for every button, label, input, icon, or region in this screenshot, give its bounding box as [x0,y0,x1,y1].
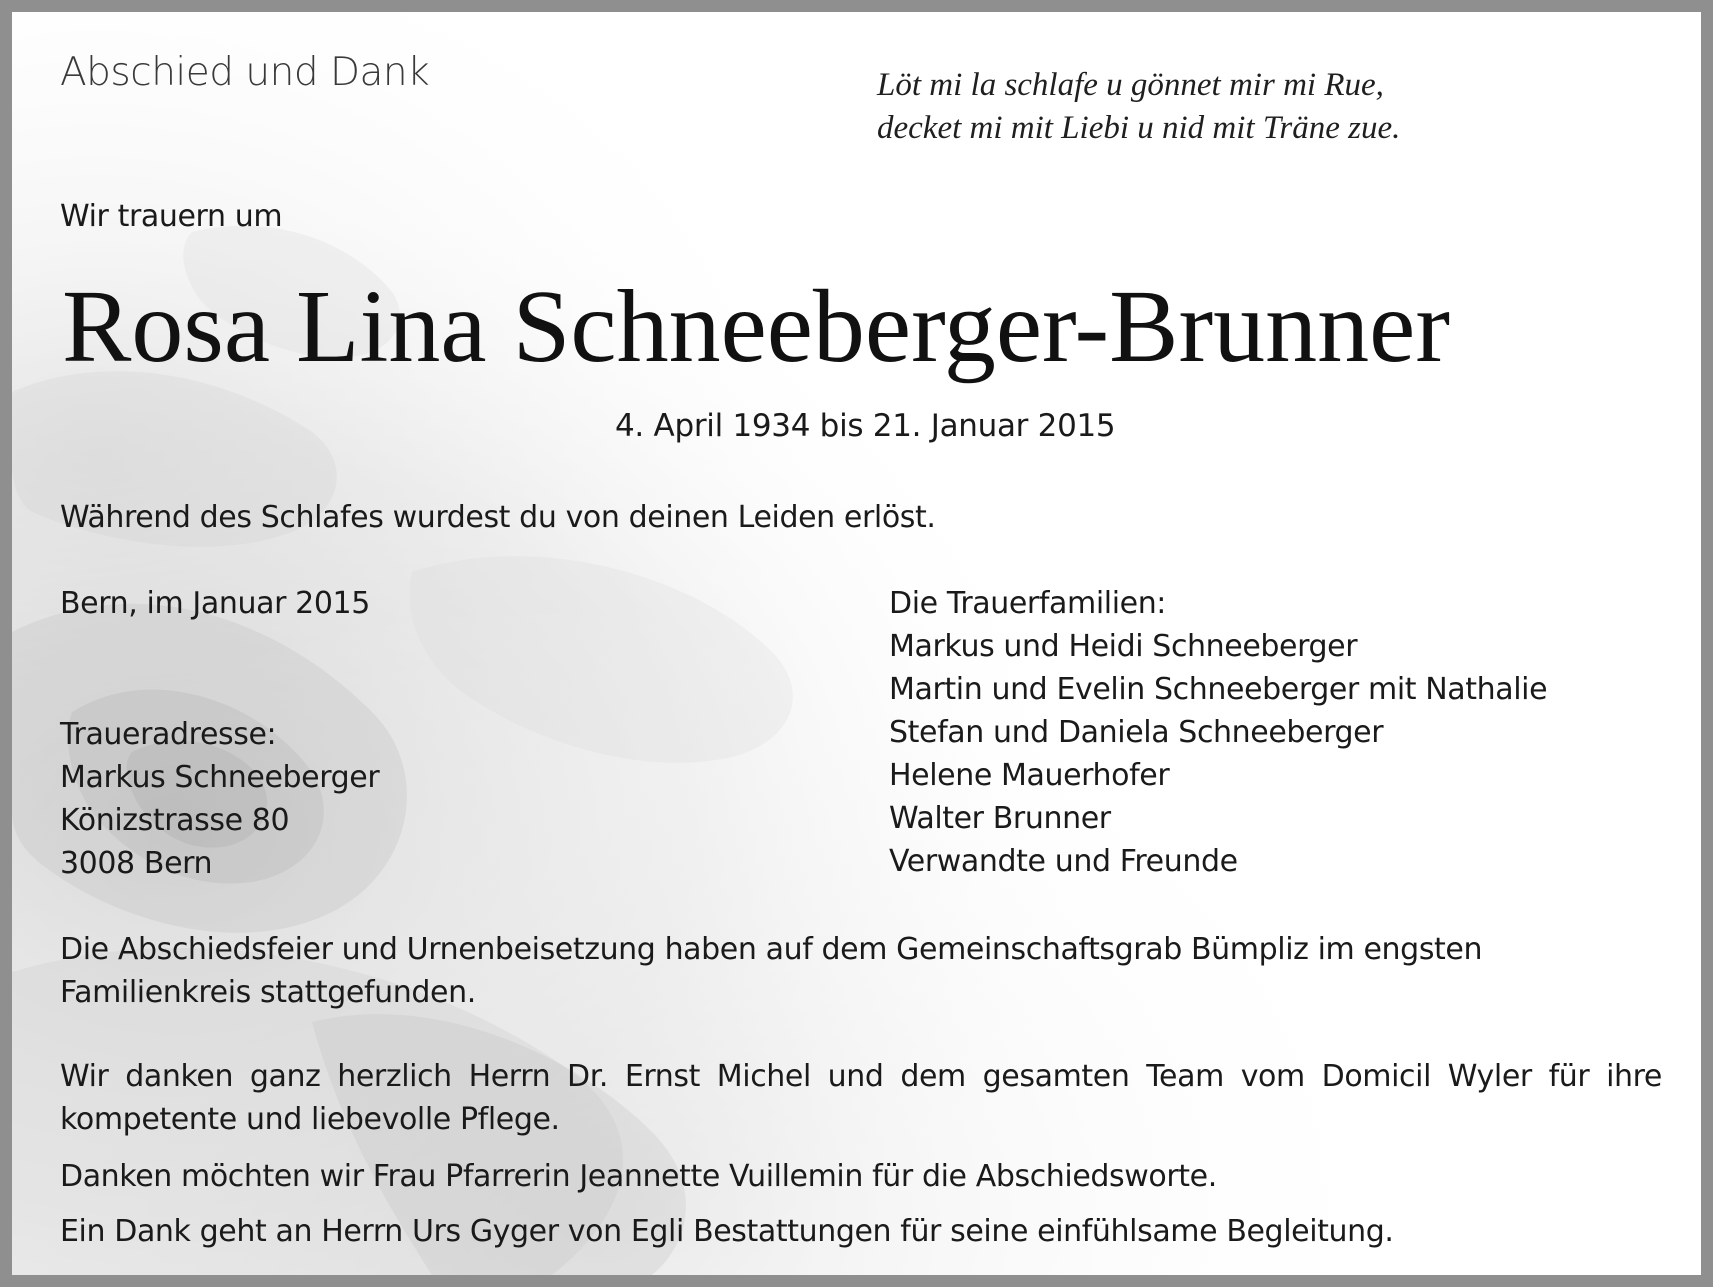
poem-line-2: decket mi mit Liebi u nid mit Träne zue. [877,110,1401,146]
address-line: Könizstrasse 80 [60,803,290,838]
address-line: 3008 Bern [60,846,213,881]
notice-heading: Abschied und Dank [60,50,430,95]
family-member: Walter Brunner [889,801,1111,836]
address-line: Markus Schneeberger [60,760,380,795]
family-member: Martin und Evelin Schneeberger mit Nathalie [889,672,1548,707]
ceremony-paragraph: Die Abschiedsfeier und Urnenbeisetzung haben auf dem Gemeinschaftsgrab Bümpliz im engsten Familienkreis stattgefunden. [60,932,1483,1010]
families-label: Die Trauerfamilien: [889,586,1167,621]
family-member: Helene Mauerhofer [889,758,1170,793]
address-block [60,713,379,885]
address-label: Traueradresse: [60,717,277,752]
thanks-paragraph-2: Danken möchten wir Frau Pfarrerin Jeannette Vuillemin für die Abschiedsworte. [60,1159,1217,1194]
family-member: Verwandte und Freunde [889,844,1238,879]
thanks-paragraph-3: Ein Dank geht an Herrn Urs Gyger von Egli Bestattungen für seine einfühlsame Begleitung. [60,1214,1394,1249]
families-block [889,582,1547,883]
life-dates: 4. April 1934 bis 21. Januar 2015 [615,408,1116,444]
place-date: Bern, im Januar 2015 [60,586,370,621]
sleep-line: Während des Schlafes wurdest du von deinen Leiden erlöst. [60,500,936,535]
mourning-intro: Wir trauern um [60,199,283,234]
deceased-name: Rosa Lina Schneeberger-Brunner [62,269,1450,384]
family-member: Stefan und Daniela Schneeberger [889,715,1384,750]
family-member: Markus und Heidi Schneeberger [889,629,1358,664]
poem-line-1: Löt mi la schlafe u gönnet mir mi Rue, [877,67,1384,103]
obituary-content [12,12,1701,1275]
thanks-paragraph-1: Wir danken ganz herzlich Herrn Dr. Ernst Michel und dem gesamten Team vom Domicil Wyler für ihre kompetente und liebevolle Pflege. [60,1059,1662,1137]
